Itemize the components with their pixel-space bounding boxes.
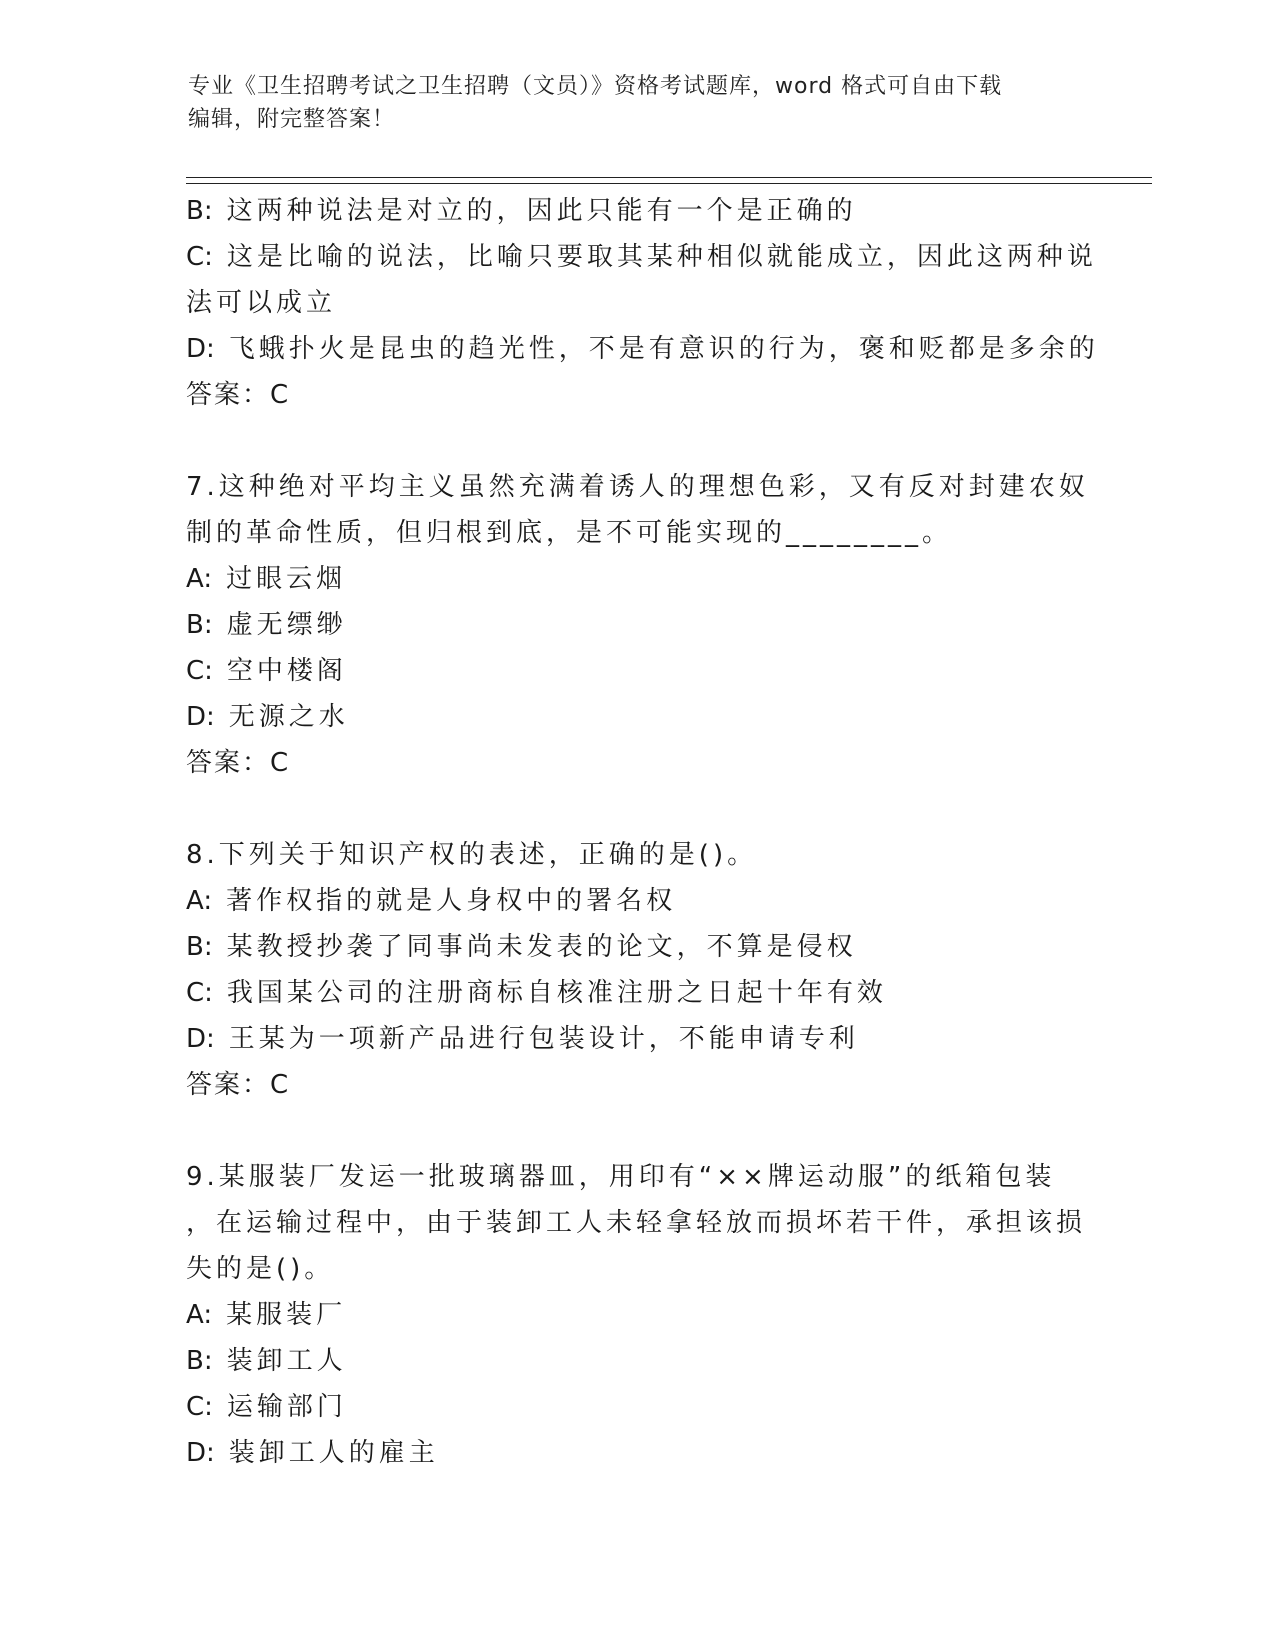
option-c xyxy=(186,648,1086,694)
option-b xyxy=(186,188,1086,234)
question-stem-line: 9.某服装厂发运一批玻璃器皿，用印有“××牌运动服”的纸箱包装 xyxy=(186,1162,1056,1192)
option-letter: C: xyxy=(186,656,213,686)
option-text: 装卸工人的雇主 xyxy=(228,1438,439,1468)
option-d xyxy=(186,1430,1086,1476)
option-text: 我国某公司的注册商标自核准注册之日起十年有效 xyxy=(226,978,887,1008)
option-text: 这是比喻的说法，比喻只要取其某种相似就能成立，因此这两种说 xyxy=(226,242,1097,272)
option-text: 王某为一项新产品进行包装设计，不能申请专利 xyxy=(228,1024,859,1054)
option-letter: B: xyxy=(186,610,213,640)
question-stem-line: 制的革命性质，但归根到底，是不可能实现的________。 xyxy=(186,518,953,548)
page-header xyxy=(188,70,1088,136)
question-7 xyxy=(186,464,1089,786)
question-stem-line: 8.下列关于知识产权的表述，正确的是()。 xyxy=(186,840,758,870)
option-text: 运输部门 xyxy=(226,1392,347,1422)
prev-question-block xyxy=(186,188,1099,418)
question-9 xyxy=(186,1154,1086,1476)
option-text: 这两种说法是对立的，因此只能有一个是正确的 xyxy=(226,196,857,226)
header-divider xyxy=(186,177,1152,184)
option-b xyxy=(186,602,1086,648)
exam-content xyxy=(186,188,1099,1476)
option-letter: B: xyxy=(186,932,213,962)
option-text: 某教授抄袭了同事尚未发表的论文，不算是侵权 xyxy=(226,932,857,962)
question-8 xyxy=(186,832,1086,1108)
option-c xyxy=(186,970,1086,1016)
option-a xyxy=(186,1292,1086,1338)
option-text: 无源之水 xyxy=(228,702,349,732)
option-text: 某服装厂 xyxy=(226,1300,347,1330)
option-letter: C: xyxy=(186,242,213,272)
option-b xyxy=(186,1338,1086,1384)
question-stem-line: ，在运输过程中，由于装卸工人未轻拿轻放而损坏若干件，承担该损 xyxy=(186,1208,1087,1238)
option-text: 空中楼阁 xyxy=(226,656,347,686)
option-c xyxy=(186,234,1097,280)
answer-line: 答案：C xyxy=(186,380,291,410)
header-line-1: 专业《卫生招聘考试之卫生招聘（文员）》资格考试题库，word 格式可自由下载 xyxy=(188,74,1003,99)
option-text: 过眼云烟 xyxy=(226,564,347,594)
question-stem-line: 7.这种绝对平均主义虽然充满着诱人的理想色彩，又有反对封建农奴 xyxy=(186,472,1089,502)
option-d xyxy=(186,694,1086,740)
option-letter: B: xyxy=(186,196,213,226)
option-letter: A: xyxy=(186,886,213,916)
option-d xyxy=(186,1016,1086,1062)
option-a xyxy=(186,878,1086,924)
question-stem-line: 失的是()。 xyxy=(186,1254,335,1284)
option-text: 著作权指的就是人身权中的署名权 xyxy=(226,886,677,916)
option-text: 飞蛾扑火是昆虫的趋光性，不是有意识的行为，褒和贬都是多余的 xyxy=(228,334,1099,364)
option-d xyxy=(186,326,1099,372)
option-b xyxy=(186,924,1086,970)
option-c-continuation: 法可以成立 xyxy=(186,288,337,318)
answer-line: 答案：C xyxy=(186,1070,291,1100)
option-letter: C: xyxy=(186,978,213,1008)
option-text: 虚无缥缈 xyxy=(226,610,347,640)
option-text: 装卸工人 xyxy=(226,1346,347,1376)
option-letter: C: xyxy=(186,1392,213,1422)
option-letter: D: xyxy=(186,702,215,732)
option-letter: D: xyxy=(186,1438,215,1468)
answer-line: 答案：C xyxy=(186,748,291,778)
option-c xyxy=(186,1384,1086,1430)
header-line-2: 编辑，附完整答案！ xyxy=(188,107,396,132)
option-letter: B: xyxy=(186,1346,213,1376)
option-letter: D: xyxy=(186,1024,215,1054)
option-letter: D: xyxy=(186,334,215,364)
option-letter: A: xyxy=(186,564,213,594)
option-a xyxy=(186,556,1086,602)
option-letter: A: xyxy=(186,1300,213,1330)
